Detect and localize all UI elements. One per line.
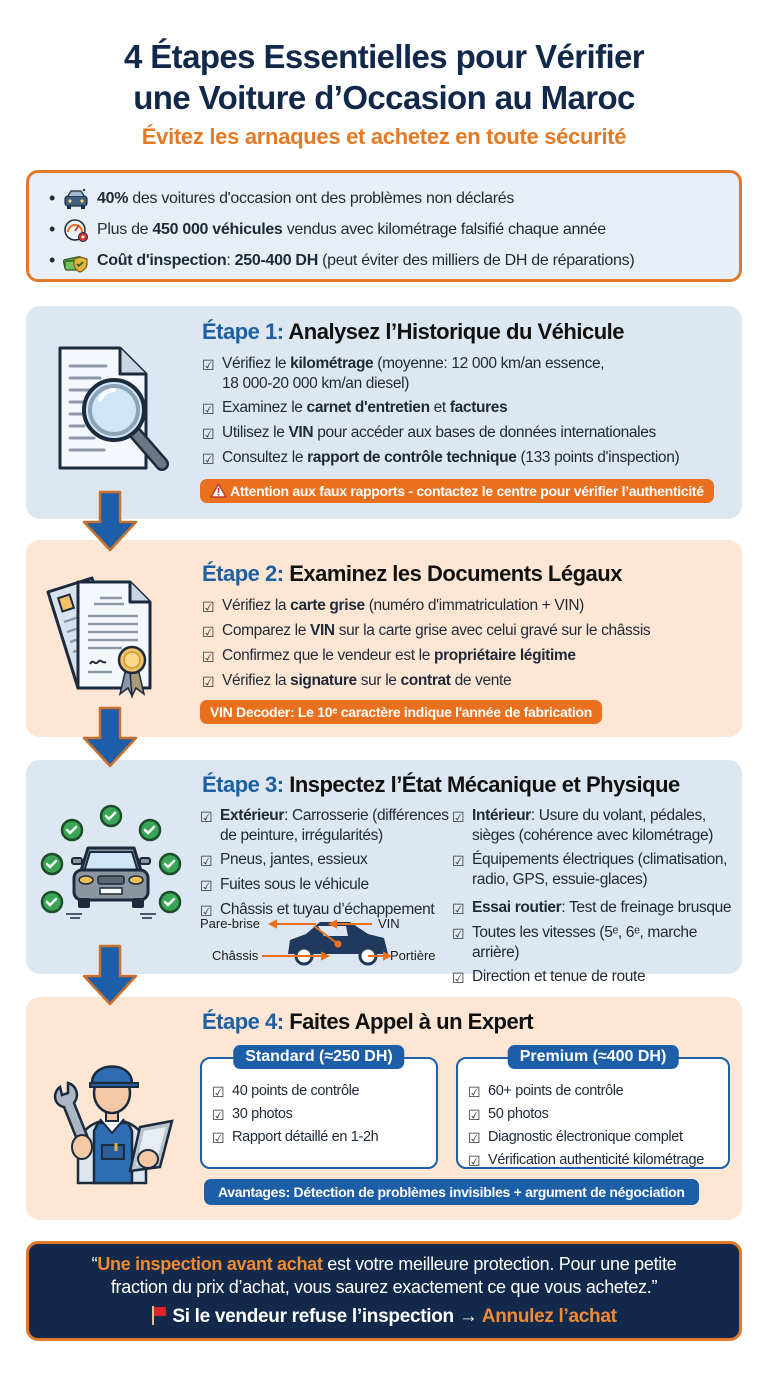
- arrow-down-icon: [82, 706, 138, 768]
- arrow-down-icon: [82, 490, 138, 552]
- plan-premium-header: Premium (≈400 DH): [508, 1045, 679, 1069]
- step-2-title: Étape 2: Examinez les Documents Légaux: [202, 561, 622, 586]
- check-icon: ☑: [202, 599, 215, 615]
- step-1-checklist: [202, 354, 679, 473]
- red-flag-icon: [151, 1306, 167, 1327]
- checklist-item: ☑ Châssis et tuyau d’échappement: [200, 901, 435, 919]
- checklist-item: ☑ Vérifiez la signature sur le contrat de vente: [202, 672, 512, 690]
- check-icon: ☑: [212, 1130, 225, 1146]
- plan-item: ☑ Rapport détaillé en 1-2h: [212, 1129, 379, 1146]
- check-icon: ☑: [212, 1084, 225, 1100]
- step-3-title: Étape 3: Inspectez l’État Mécanique et Physique: [202, 772, 680, 797]
- label-door: Portière: [390, 948, 436, 963]
- car-side-icon: [200, 910, 440, 970]
- label-windshield: Pare-brise: [200, 916, 260, 931]
- warning-icon: [210, 483, 230, 499]
- check-icon: ☑: [452, 901, 465, 917]
- check-icon: ☑: [468, 1153, 481, 1169]
- car-diagram: [200, 910, 440, 970]
- checklist-item: ☑ Extérieur: Carrosserie (différences de peinture, irrégularités): [200, 807, 449, 844]
- damaged-car-icon: [63, 187, 89, 211]
- plan-item: ☑ 60+ points de contrôle: [468, 1083, 624, 1100]
- checklist-item: ☑ Toutes les vitesses (5ᵉ, 6ᵉ, marche arrière): [452, 924, 697, 961]
- plan-standard-header: Standard (≈250 DH): [233, 1045, 404, 1069]
- stat-item: • Plus de 450 000 véhicules vendus avec kilométrage falsifié chaque année: [49, 214, 739, 245]
- checklist-item: ☑ Équipements électriques (climatisation, radio, GPS, essuie-glaces): [452, 851, 728, 888]
- plan-item: ☑ 30 photos: [212, 1106, 293, 1123]
- checklist-item: ☑ Intérieur: Usure du volant, pédales, sièges (cohérence avec kilométrage): [452, 807, 714, 844]
- check-icon: ☑: [468, 1107, 481, 1123]
- legal-documents-icon: [42, 572, 172, 707]
- step-1-warning-callout: Attention aux faux rapports - contactez le centre pour vérifier l’authenticité: [200, 479, 714, 503]
- stats-box: [26, 170, 742, 282]
- check-icon: ☑: [212, 1107, 225, 1123]
- title-line-1: 4 Étapes Essentielles pour Vérifier: [123, 38, 645, 75]
- step-3-interior-checklist: [452, 806, 742, 992]
- car-checklist-icon: [36, 804, 186, 929]
- label-chassis: Châssis: [212, 948, 259, 963]
- step-3-card: [26, 760, 742, 986]
- checklist-item: ☑ Consultez le rapport de contrôle technique (133 points d'inspection): [202, 449, 680, 467]
- stat-item: • Coût d'inspection: 250-400 DH (peut éviter des milliers de DH de réparations): [49, 245, 739, 276]
- title-line-2: une Voiture d’Occasion au Maroc: [133, 79, 635, 116]
- step-4-card: [26, 997, 742, 1220]
- checklist-item: ☑ Vérifiez la carte grise (numéro d'immatriculation + VIN): [202, 597, 584, 615]
- checklist-item: ☑ Confirmez que le vendeur est le propriétaire légitime: [202, 647, 576, 665]
- step-2-checklist: [202, 596, 650, 696]
- step-2-vin-callout: VIN Decoder: Le 10ᵉ caractère indique l'année de fabrication: [200, 700, 602, 724]
- check-icon: ☑: [452, 970, 465, 986]
- check-icon: ☑: [202, 426, 215, 442]
- check-icon: ☑: [468, 1084, 481, 1100]
- check-icon: ☑: [202, 674, 215, 690]
- step-3-exterior-checklist: [200, 806, 450, 925]
- check-icon: ☑: [202, 649, 215, 665]
- check-icon: ☑: [202, 451, 215, 467]
- check-icon: ☑: [202, 624, 215, 640]
- arrow-down-icon: [82, 944, 138, 1006]
- step-4-title: Étape 4: Faites Appel à un Expert: [202, 1009, 534, 1034]
- stat-item: • 40% des voitures d'occasion ont des problèmes non déclarés: [49, 183, 739, 214]
- check-icon: ☑: [452, 809, 465, 825]
- plan-item: ☑ 50 photos: [468, 1106, 549, 1123]
- checklist-item: ☑ Essai routier: Test de freinage brusque: [452, 899, 732, 917]
- checklist-item: ☑ Vérifiez le kilométrage (moyenne: 12 000 km/an essence, 18 000-20 000 km/an diesel): [202, 355, 605, 392]
- step-1-title: Étape 1: Analysez l’Historique du Véhicule: [202, 319, 624, 344]
- checklist-item: ☑ Direction et tenue de route: [452, 968, 646, 986]
- check-icon: ☑: [200, 853, 213, 869]
- checklist-item: ☑ Examinez le carnet d'entretien et factures: [202, 399, 508, 417]
- quote-box: “Une inspection avant achat est votre meilleure protection. Pour une petite fraction du prix d’achat, vous saurez exactement ce que vous achetez.” Si le vendeur refuse l’inspection → Annulez l’achat: [26, 1241, 742, 1341]
- step-1-card: [26, 306, 742, 519]
- check-icon: ☑: [200, 809, 213, 825]
- check-icon: ☑: [202, 357, 215, 373]
- check-icon: ☑: [200, 903, 213, 919]
- plan-premium: [456, 1048, 730, 1169]
- page-title: [0, 36, 768, 118]
- plan-item: ☑ 40 points de contrôle: [212, 1083, 360, 1100]
- mechanic-icon: [44, 1047, 184, 1192]
- plan-item: ☑ Diagnostic électronique complet: [468, 1129, 683, 1146]
- check-icon: ☑: [468, 1130, 481, 1146]
- label-vin: VIN: [378, 916, 400, 931]
- checklist-item: ☑ Comparez le VIN sur la carte grise avec celui gravé sur le châssis: [202, 622, 651, 640]
- document-magnifier-icon: [54, 342, 179, 482]
- page-subtitle: Évitez les arnaques et achetez en toute sécurité: [141, 124, 627, 149]
- checklist-item: ☑ Pneus, jantes, essieux: [200, 851, 368, 869]
- money-shield-icon: [63, 249, 89, 273]
- check-icon: ☑: [200, 878, 213, 894]
- check-icon: ☑: [452, 926, 465, 942]
- checklist-item: ☑ Utilisez le VIN pour accéder aux bases de données internationales: [202, 424, 656, 442]
- check-icon: ☑: [202, 401, 215, 417]
- speedometer-icon: [63, 218, 89, 242]
- plan-item: ☑ Vérification authenticité kilométrage: [468, 1152, 704, 1169]
- step-4-advantages-callout: Avantages: Détection de problèmes invisibles + argument de négociation: [204, 1179, 699, 1205]
- checklist-item: ☑ Fuites sous le véhicule: [200, 876, 369, 894]
- check-icon: ☑: [452, 853, 465, 869]
- plan-standard: [200, 1048, 438, 1169]
